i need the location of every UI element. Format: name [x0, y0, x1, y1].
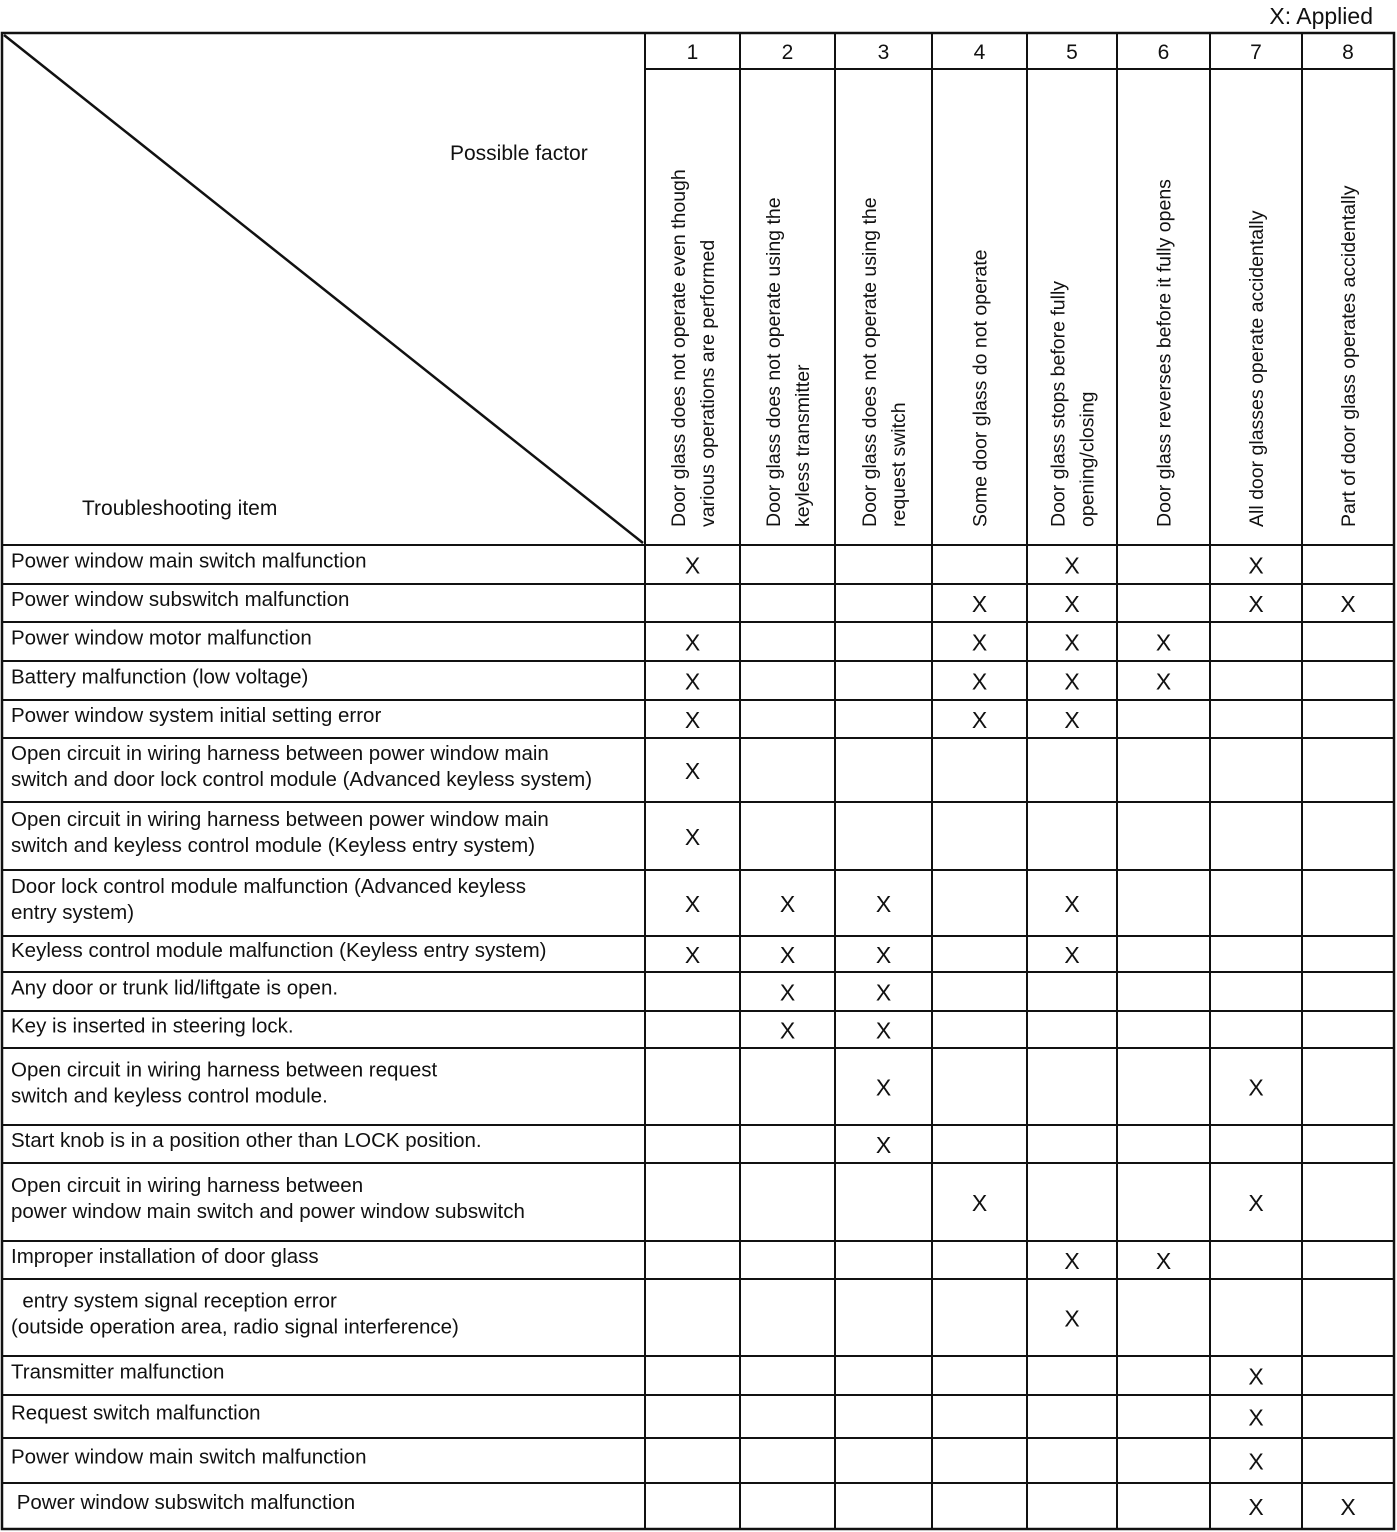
- applied-mark: X: [875, 1074, 892, 1101]
- applied-mark: X: [684, 758, 701, 784]
- applied-mark: X: [971, 668, 988, 695]
- column-header-1-line: Door glass does not operate even though: [668, 169, 690, 527]
- applied-mark: X: [1064, 891, 1080, 917]
- column-number-4: 4: [973, 41, 986, 64]
- column-number-5: 5: [1066, 41, 1078, 64]
- row-label: Any door or trunk lid/liftgate is open.: [11, 976, 339, 1000]
- applied-mark: X: [684, 942, 701, 968]
- applied-mark: X: [971, 707, 988, 733]
- applied-mark: X: [1155, 629, 1172, 656]
- applied-mark: X: [875, 1132, 892, 1158]
- row-label: power window main switch and power window subswitch: [11, 1200, 525, 1223]
- column-number-1: 1: [686, 41, 699, 64]
- applied-mark: X: [971, 1190, 988, 1216]
- row-label: Power window motor malfunction: [11, 626, 312, 650]
- applied-mark: X: [875, 979, 892, 1006]
- column-header-3-line: Door glass does not operate using the: [859, 197, 881, 527]
- applied-mark: X: [1064, 707, 1080, 733]
- column-header-8-line: Part of door glass operates accidentally: [1338, 185, 1360, 527]
- applied-mark: X: [1064, 591, 1080, 617]
- row-label: Power window main switch malfunction: [11, 549, 367, 573]
- row-label: switch and door lock control module (Advanced keyless system): [11, 768, 593, 791]
- row-label: Start knob is in a position other than LOCK position.: [11, 1129, 482, 1152]
- applied-mark: X: [684, 824, 701, 850]
- applied-mark: X: [684, 552, 701, 579]
- row-label: entry system): [11, 901, 135, 924]
- column-header-6-line: Door glass reverses before it fully opens: [1153, 179, 1176, 527]
- applied-mark: X: [1155, 668, 1172, 695]
- row-label: Keyless control module malfunction (Keyless entry system): [11, 939, 547, 962]
- column-number-6: 6: [1157, 41, 1170, 64]
- applied-mark: X: [875, 942, 892, 968]
- row-label: switch and keyless control module (Keyless entry system): [11, 834, 536, 857]
- row-label: Open circuit in wiring harness between power window main: [11, 742, 549, 765]
- applied-mark: X: [1248, 1494, 1264, 1520]
- column-header-5-line: Door glass stops before fully: [1047, 280, 1070, 527]
- row-label: Transmitter malfunction: [11, 1360, 225, 1384]
- applied-mark: X: [1248, 552, 1264, 579]
- applied-mark: X: [1064, 629, 1080, 656]
- applied-mark: X: [1064, 942, 1080, 968]
- row-label: Power window system initial setting error: [11, 704, 382, 727]
- applied-mark: X: [684, 891, 701, 917]
- row-label: Open circuit in wiring harness between request: [11, 1058, 438, 1082]
- applied-mark: X: [779, 942, 796, 968]
- applied-mark: X: [1064, 668, 1080, 695]
- applied-mark: X: [779, 979, 796, 1006]
- column-number-8: 8: [1342, 41, 1354, 64]
- legend-applied: X: Applied: [1269, 3, 1373, 29]
- column-header-2-line: Door glass does not operate using the: [763, 197, 785, 527]
- row-label: Open circuit in wiring harness between: [11, 1174, 364, 1197]
- applied-mark: X: [1340, 591, 1356, 617]
- column-number-3: 3: [877, 41, 890, 64]
- corner-diagonal: [4, 35, 643, 543]
- row-label: Improper installation of door glass: [11, 1245, 319, 1268]
- column-header-2-line: keyless transmitter: [792, 364, 814, 527]
- row-label: Key is inserted in steering lock.: [11, 1014, 294, 1038]
- applied-mark: X: [1155, 1248, 1172, 1274]
- applied-mark: X: [684, 629, 701, 656]
- applied-mark: X: [875, 1017, 892, 1044]
- row-label: entry system signal reception error: [11, 1289, 337, 1313]
- row-label: Door lock control module malfunction (Advanced keyless: [11, 875, 527, 898]
- applied-mark: X: [779, 1017, 796, 1044]
- applied-mark: X: [1248, 1074, 1264, 1101]
- row-label: Power window subswitch malfunction: [11, 588, 350, 611]
- applied-mark: X: [1248, 1190, 1264, 1216]
- column-number-2: 2: [781, 41, 794, 64]
- possible-factor-label: Possible factor: [450, 142, 588, 165]
- applied-mark: X: [1064, 1248, 1080, 1274]
- troubleshooting-item-label: Troubleshooting item: [82, 497, 278, 520]
- applied-mark: X: [1340, 1494, 1356, 1520]
- applied-mark: X: [1248, 591, 1264, 617]
- applied-mark: X: [1248, 1363, 1264, 1390]
- applied-mark: X: [971, 629, 988, 656]
- applied-mark: X: [684, 707, 701, 733]
- applied-mark: X: [1064, 1305, 1080, 1332]
- column-header-3-line: request switch: [888, 402, 910, 527]
- applied-mark: X: [971, 591, 988, 617]
- column-header-7-line: All door glasses operate accidentally: [1246, 210, 1268, 527]
- column-header-1-line: various operations are performed: [697, 239, 719, 527]
- row-label: Power window main switch malfunction: [11, 1445, 367, 1469]
- row-label: Power window subswitch malfunction: [11, 1491, 356, 1514]
- column-header-4-line: Some door glass do not operate: [969, 249, 992, 527]
- row-label: Request switch malfunction: [11, 1401, 261, 1425]
- row-label: (outside operation area, radio signal interference): [11, 1315, 459, 1339]
- applied-mark: X: [1248, 1448, 1264, 1475]
- row-label: Open circuit in wiring harness between power window main: [11, 808, 549, 831]
- row-label: switch and keyless control module.: [11, 1084, 328, 1108]
- applied-mark: X: [779, 891, 796, 917]
- applied-mark: X: [1064, 552, 1080, 579]
- applied-mark: X: [875, 891, 892, 917]
- column-header-5-line: opening/closing: [1076, 391, 1099, 527]
- column-number-7: 7: [1250, 41, 1262, 64]
- applied-mark: X: [684, 668, 701, 695]
- row-label: Battery malfunction (low voltage): [11, 665, 309, 689]
- applied-mark: X: [1248, 1404, 1264, 1431]
